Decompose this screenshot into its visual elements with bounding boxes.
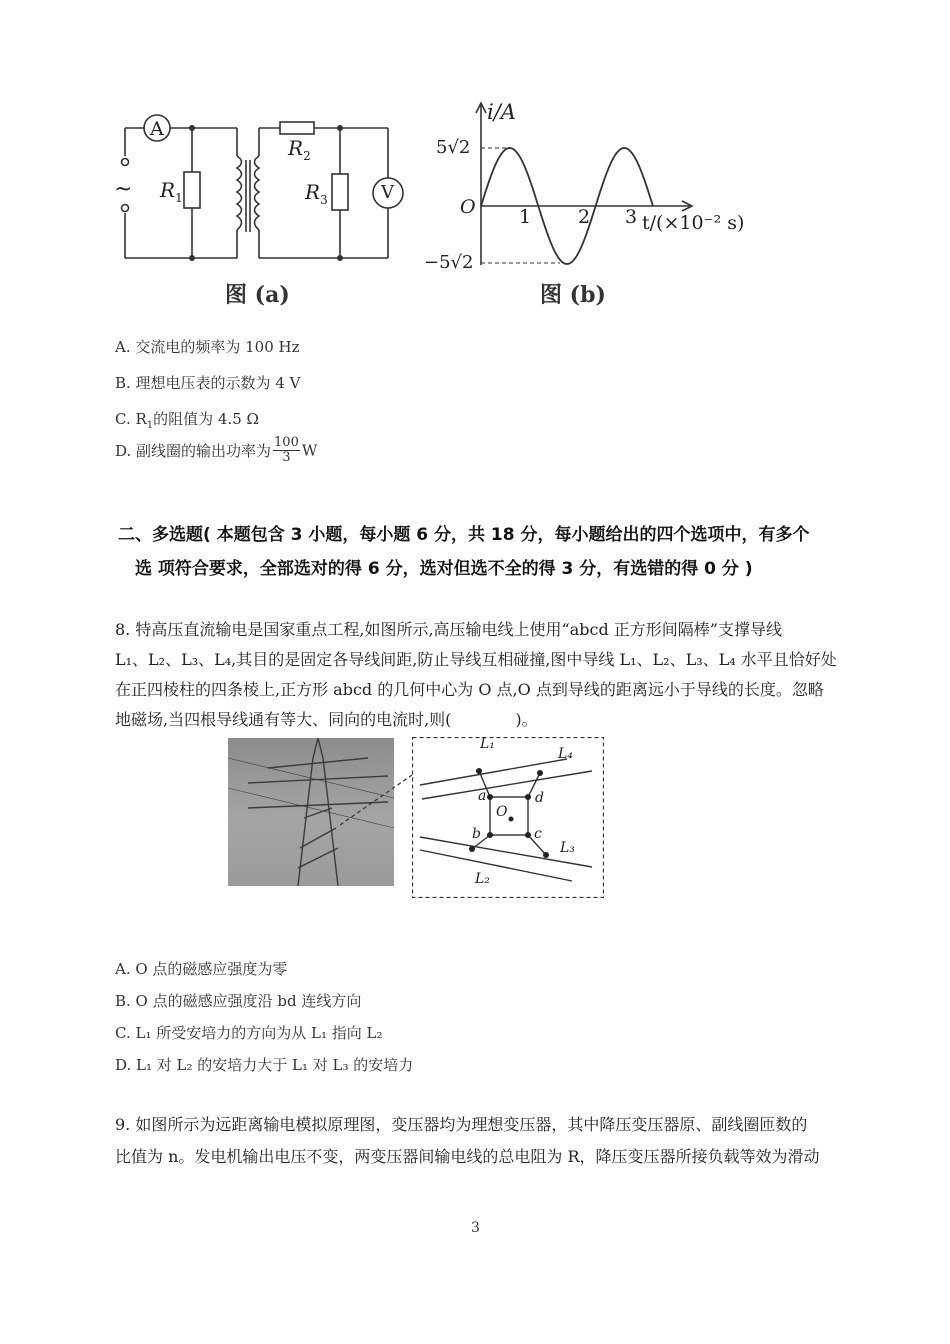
y-max-label: 5√2 bbox=[436, 137, 471, 158]
figure-b-chart bbox=[420, 95, 790, 275]
label-o: O bbox=[496, 804, 508, 820]
r1-label: $R_1$ bbox=[160, 178, 183, 205]
q8-line1: 8. 特高压直流输电是国家重点工程,如图所示,高压输电线上使用“abcd 正方形间隔棒”支撑导线 bbox=[115, 620, 782, 639]
q7-option-a: A. 交流电的频率为 100 Hz bbox=[115, 338, 300, 356]
label-d: d bbox=[535, 790, 544, 806]
label-a: a bbox=[478, 788, 487, 804]
q8-option-b: B. O 点的磁感应强度沿 bd 连线方向 bbox=[115, 992, 362, 1010]
source-symbol: ~ bbox=[114, 177, 133, 202]
label-l2: L₂ bbox=[475, 871, 490, 887]
origin-label: O bbox=[460, 196, 476, 218]
q8-line2: L₁、L₂、L₃、L₄,其目的是固定各导线间距,防止导线互相碰撞,图中导线 L₁、L₂、L₃、L₄ 水平且恰好处 bbox=[115, 650, 837, 669]
label-c: c bbox=[534, 826, 542, 842]
label-l4: L₄ bbox=[558, 746, 573, 762]
y-axis-label: i/A bbox=[487, 100, 516, 124]
q8-line3: 在正四棱柱的四条棱上,正方形 abcd 的几何中心为 O 点,O 点到导线的距离远小于导线的长度。忽略 bbox=[115, 680, 824, 699]
callout-dashes bbox=[340, 770, 415, 830]
q8-option-a: A. O 点的磁感应强度为零 bbox=[115, 960, 288, 978]
fraction: $\frac{100}{3}$ bbox=[274, 435, 299, 465]
x-tick-3: 3 bbox=[625, 206, 638, 228]
figure-b-caption: 图 (b) bbox=[540, 282, 606, 308]
q8-option-d: D. L₁ 对 L₂ 的安培力大于 L₁ 对 L₃ 的安培力 bbox=[115, 1056, 414, 1074]
ammeter-label: A bbox=[150, 118, 164, 140]
section-2-heading-line2: 选 项符合要求，全部选对的得 6 分，选对但选不全的得 3 分，有选错的得 0 分 ) bbox=[135, 559, 753, 579]
r2-label: $R_2$ bbox=[288, 136, 311, 163]
q7-option-d: D. 副线圈的输出功率为 $\frac{100}{3}$ W bbox=[115, 435, 318, 465]
q8-option-c: C. L₁ 所受安培力的方向为从 L₁ 指向 L₂ bbox=[115, 1024, 383, 1042]
label-b: b bbox=[472, 826, 481, 842]
page-number: 3 bbox=[471, 1220, 480, 1236]
y-min-label: −5√2 bbox=[424, 252, 474, 273]
x-axis-label: t/(×10⁻² s) bbox=[642, 212, 745, 234]
q7-option-c: C. $R_1$的阻值为 4.5 Ω bbox=[115, 410, 259, 431]
q8-line4: 地磁场,当四根导线通有等大、同向的电流时,则( )。 bbox=[115, 710, 538, 729]
x-tick-1: 1 bbox=[519, 206, 532, 228]
label-l1: L₁ bbox=[480, 736, 495, 752]
figure-a-caption: 图 (a) bbox=[225, 282, 290, 308]
q7-option-b: B. 理想电压表的示数为 4 V bbox=[115, 374, 301, 392]
q9-line2: 比值为 n。发电机输出电压不变，两变压器间输电线的总电阻为 R，降压变压器所接负载等效为滑动 bbox=[115, 1147, 820, 1166]
section-2-heading-line1: 二、多选题( 本题包含 3 小题，每小题 6 分，共 18 分，每小题给出的四个选项中，有多个 bbox=[118, 525, 810, 545]
x-tick-2: 2 bbox=[578, 206, 591, 228]
spacer-diagram bbox=[412, 737, 604, 898]
voltmeter-label: V bbox=[381, 182, 394, 203]
r3-label: $R_3$ bbox=[305, 180, 328, 207]
q9-line1: 9. 如图所示为远距离输电模拟原理图，变压器均为理想变压器，其中降压变压器原、副线圈匝数的 bbox=[115, 1115, 808, 1134]
label-l3: L₃ bbox=[560, 840, 575, 856]
